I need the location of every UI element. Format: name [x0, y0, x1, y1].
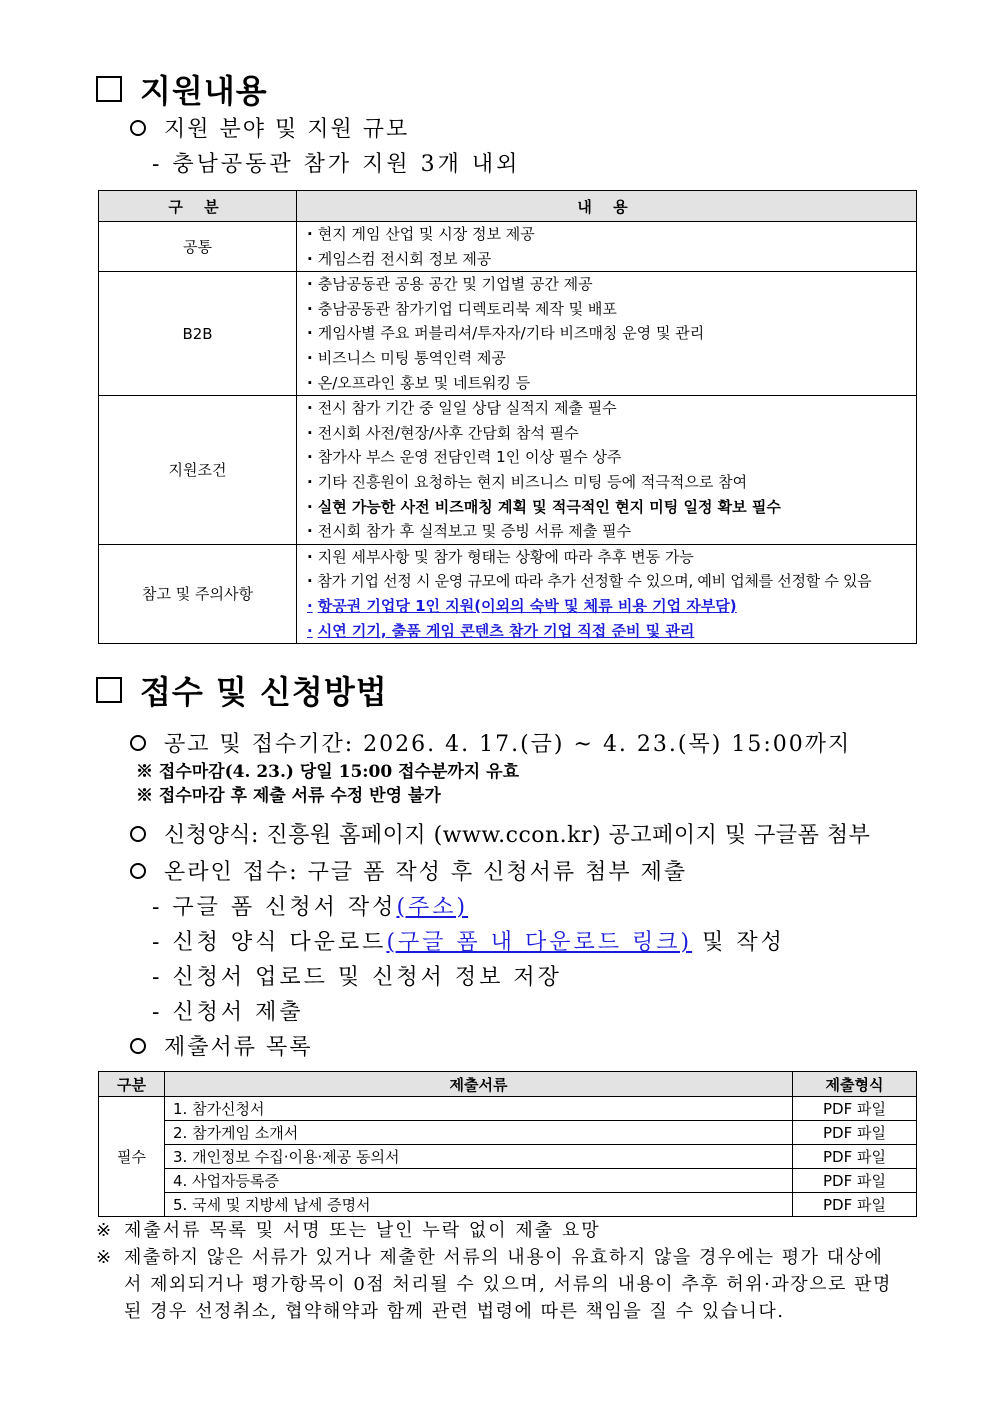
row-item: · 게임사별 주요 퍼블리셔/투자자/기타 비즈매칭 운영 및 관리: [307, 321, 916, 346]
doc-format: PDF 파일: [793, 1193, 917, 1217]
row-item: · 참가 기업 선정 시 운영 규모에 따라 추가 선정할 수 있으며, 예비 업체를 선정할 수 있음: [307, 569, 916, 594]
table-header-category: 구분: [99, 1072, 165, 1097]
row-category: B2B: [99, 272, 297, 396]
row-item: · 게임스컴 전시회 정보 제공: [307, 247, 916, 272]
docs-list-item: [130, 1030, 313, 1061]
row-item: · 전시 참가 기간 중 일일 상담 실적지 제출 필수: [307, 396, 916, 421]
row-category: 참고 및 주의사항: [99, 544, 297, 643]
deadline-note-2: ※ 접수마감 후 제출 서류 수정 반영 불가: [136, 786, 441, 806]
row-category: 지원조건: [99, 396, 297, 545]
support-scope-sub: - 충남공동관 참가 지원 3개 내외: [152, 152, 521, 177]
docs-table: [98, 1071, 917, 1217]
application-form-text: 신청양식: 진흥원 홈페이지 (www.ccon.kr) 공고페이지 및 구글폼 첨부: [164, 823, 871, 848]
table-row: [99, 396, 917, 545]
table-row: [99, 1193, 917, 1217]
doc-name: 4. 사업자등록증: [165, 1169, 793, 1193]
row-item: · 충남공동관 참가기업 디렉토리북 제작 및 배포: [307, 297, 916, 322]
step-download: [152, 925, 785, 956]
footnote-text: 제출하지 않은 서류가 있거나 제출한 서류의 내용이 유효하지 않을 경우에는 평가 대상에서 제외되거나 평가항목이 0점 처리될 수 있으며, 서류의 내용이 추후 허위·과장으로 판명된 경우 선정취소, 협약해약과 함께 관련 법령에 따른 책임을 질 수 있습니다.: [124, 1247, 892, 1322]
table-row: [99, 1145, 917, 1169]
step-text: - 신청 양식 다운로드: [152, 930, 387, 955]
circle-bullet-icon: [130, 1038, 146, 1054]
circle-bullet-icon: [130, 735, 146, 751]
row-item: · 참가사 부스 운영 전담인력 1인 이상 필수 상주: [307, 445, 916, 470]
doc-format: PDF 파일: [793, 1145, 917, 1169]
table-row: [99, 1121, 917, 1145]
doc-format: PDF 파일: [793, 1097, 917, 1121]
application-period-text: 공고 및 접수기간: 2026. 4. 17.(금) ~ 4. 23.(목) 15:00까지: [164, 732, 852, 757]
section-title-application: [96, 667, 388, 713]
doc-name: 5. 국세 및 지방세 납세 증명서: [165, 1193, 793, 1217]
doc-format: PDF 파일: [793, 1169, 917, 1193]
step-submit: - 신청서 제출: [152, 1000, 304, 1025]
application-form-item: [130, 818, 870, 849]
row-item: · 충남공동관 공용 공간 및 기업별 공간 제공: [307, 272, 916, 297]
deadline-note-1: ※ 접수마감(4. 23.) 당일 15:00 접수분까지 유효: [136, 762, 519, 782]
reference-mark: ※: [96, 1247, 113, 1268]
row-item: · 기타 진흥원이 요청하는 현지 비즈니스 미팅 등에 적극적으로 참여: [307, 470, 916, 495]
row-item: · 전시회 사전/현장/사후 간담회 참석 필수: [307, 421, 916, 446]
section-title-support: [96, 66, 268, 112]
row-item: · 비즈니스 미팅 통역인력 제공: [307, 346, 916, 371]
reference-mark: ※: [96, 1220, 114, 1241]
online-submission-item: [130, 855, 687, 886]
row-item-highlight: · 시연 기기, 출품 게임 콘텐츠 참가 기업 직접 준비 및 관리: [307, 619, 916, 644]
table-header-docs: 제출서류: [165, 1072, 793, 1097]
row-category: 공통: [99, 222, 297, 272]
doc-name: 1. 참가신청서: [165, 1097, 793, 1121]
doc-name: 2. 참가게임 소개서: [165, 1121, 793, 1145]
application-period-item: [130, 727, 851, 758]
table-row: [99, 544, 917, 643]
table-row: [99, 1169, 917, 1193]
square-bullet-icon: [96, 76, 122, 102]
support-scope-text: 지원 분야 및 지원 규모: [164, 117, 410, 142]
table-header-content: 내 용: [297, 191, 917, 222]
row-item: · 지원 세부사항 및 참가 형태는 상황에 따라 추후 변동 가능: [307, 545, 916, 570]
step-text: - 구글 폼 신청서 작성: [152, 895, 397, 920]
circle-bullet-icon: [130, 826, 146, 842]
row-item: · 온/오프라인 홍보 및 네트워킹 등: [307, 371, 916, 396]
download-link[interactable]: (구글 폼 내 다운로드 링크): [386, 930, 693, 955]
table-row: [99, 272, 917, 396]
doc-format: PDF 파일: [793, 1121, 917, 1145]
footnote-1: [96, 1218, 601, 1244]
step-text: 및 작성: [692, 930, 785, 955]
step-upload: - 신청서 업로드 및 신청서 정보 저장: [152, 965, 562, 990]
required-category: 필수: [99, 1097, 165, 1217]
row-item: · 현지 게임 산업 및 시장 정보 제공: [307, 222, 916, 247]
section-title-text: 지원내용: [140, 72, 268, 110]
row-item: · 전시회 참가 후 실적보고 및 증빙 서류 제출 필수: [307, 519, 916, 544]
support-content-table: [98, 190, 917, 644]
docs-list-text: 제출서류 목록: [164, 1035, 313, 1060]
step-google-form: [152, 890, 468, 921]
circle-bullet-icon: [130, 120, 146, 136]
doc-name: 3. 개인정보 수집·이용·제공 동의서: [165, 1145, 793, 1169]
footnote-2: [96, 1244, 900, 1325]
row-item-bold: · 실현 가능한 사전 비즈매칭 계획 및 적극적인 현지 미팅 일정 확보 필수: [307, 495, 916, 520]
online-submission-text: 온라인 접수: 구글 폼 작성 후 신청서류 첨부 제출: [164, 860, 688, 885]
table-header-format: 제출형식: [793, 1072, 917, 1097]
table-row: [99, 1097, 917, 1121]
section-title-text: 접수 및 신청방법: [140, 673, 388, 711]
square-bullet-icon: [96, 677, 122, 703]
footnote-text: 제출서류 목록 및 서명 또는 날인 누락 없이 제출 요망: [124, 1220, 601, 1241]
table-row: [99, 222, 917, 272]
google-form-address-link[interactable]: (주소): [396, 895, 469, 920]
table-header-category: 구 분: [99, 191, 297, 222]
support-scope-item: [130, 112, 409, 143]
circle-bullet-icon: [130, 863, 146, 879]
row-item-highlight: · 항공권 기업당 1인 지원(이외의 숙박 및 체류 비용 기업 자부담): [307, 594, 916, 619]
